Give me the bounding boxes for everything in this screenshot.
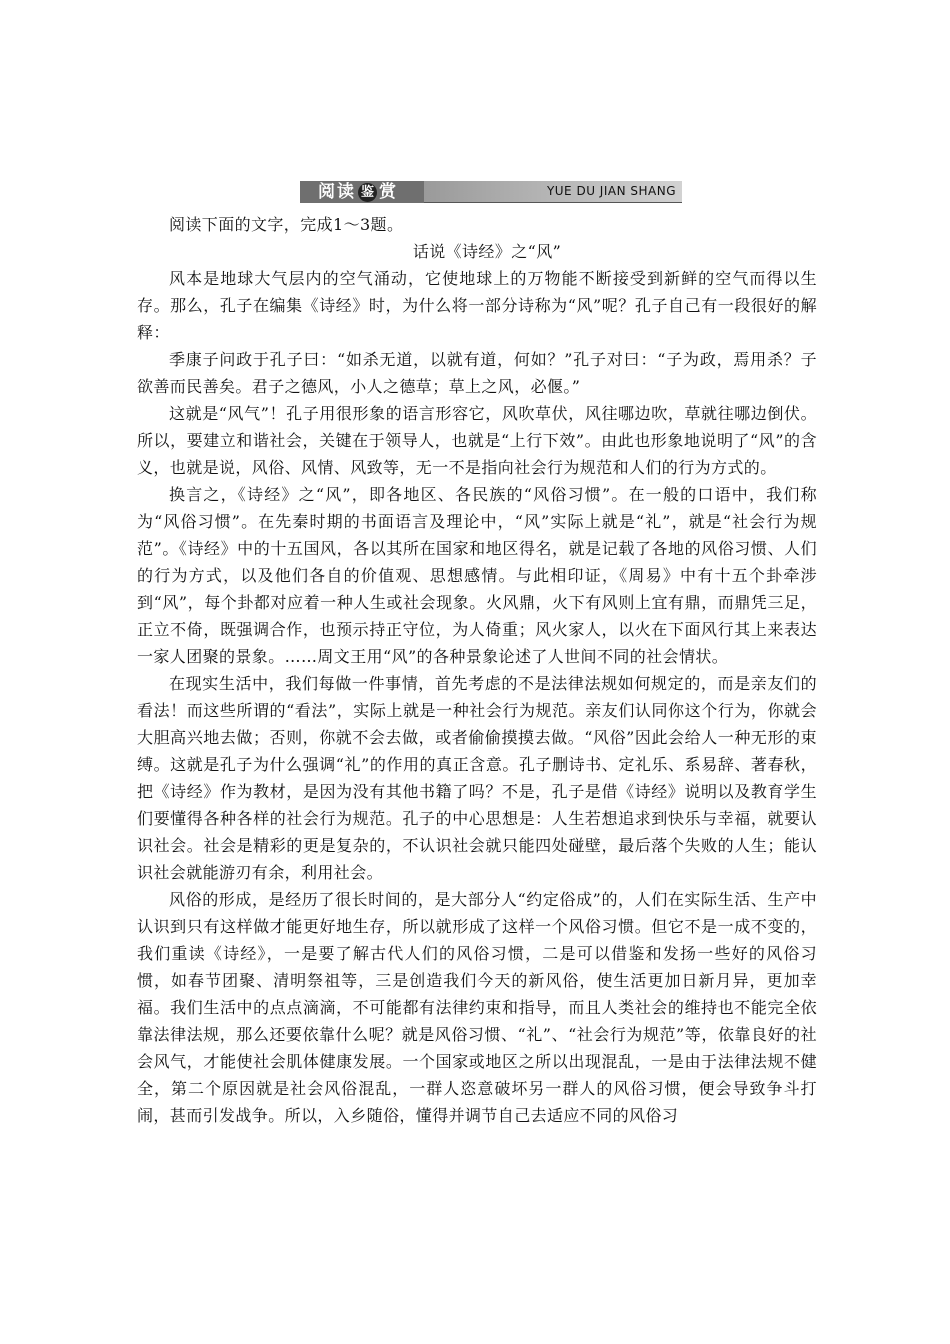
paragraph: 这就是“风气”！孔子用很形象的语言形容它，风吹草伏，风往哪边吹，草就往哪边倒伏。所以，要建立和谐社会，关键在于领导人，也就是“上行下效”。由此也形象地说明了“风”的含义，也就是说，风俗、风情、风致等，无一不是指向社会行为规范和人们的行为方式的。 [137,404,817,477]
banner-title-part1: 阅读 [318,182,356,202]
instruction: 阅读下面的文字，完成1～3题。 [169,215,404,234]
paragraph: 换言之，《诗经》之“风”，即各地区、各民族的“风俗习惯”。在一般的口语中，我们称为“风俗习惯”。在先秦时期的书面语言及理论中，“风”实际上就是“礼”，就是“社会行为规范”。《诗经》中的十五国风，各以其所在国家和地区得名，就是记载了各地的风俗习惯、人们的行为方式，以及他们各自的价值观、思想感情。与此相印证，《周易》中有十五个卦牵涉到“风”，每个卦都对应着一种人生或社会现象。火风鼎，火下有风则上宜有鼎，而鼎凭三足，正立不倚，既强调合作，也预示持正守位，为人倚重；风火家人，以火在下面风行其上来表达一家人团聚的景象。……周文王用“风”的各种景象论述了人世间不同的社会情状。 [137,485,817,666]
banner-pinyin: YUE DU JIAN SHANG [546,184,676,198]
banner-seal-icon: 鉴 [358,183,377,202]
banner-title [300,181,424,203]
paragraph: 风本是地球大气层内的空气涌动，它使地球上的万物能不断接受到新鲜的空气而得以生存。那么，孔子在编集《诗经》时，为什么将一部分诗称为“风”呢？孔子自己有一段很好的解释： [137,269,817,342]
article-title: 话说《诗经》之“风” [412,242,562,261]
section-banner [300,181,682,203]
banner-pinyin-bar [424,181,682,203]
banner-title-part2: 赏 [379,182,398,202]
paragraph: 季康子问政于孔子曰：“如杀无道，以就有道，何如？”孔子对曰：“子为政，焉用杀？子欲善而民善矣。君子之德风，小人之德草；草上之风，必偃。” [137,350,817,396]
document-body [137,211,817,1129]
paragraph: 在现实生活中，我们每做一件事情，首先考虑的不是法律法规如何规定的，而是亲友们的看法！而这些所谓的“看法”，实际上就是一种社会行为规范。亲友们认同你这个行为，你就会大胆高兴地去做；否则，你就不会去做，或者偷偷摸摸去做。“风俗”因此会给人一种无形的束缚。这就是孔子为什么强调“礼”的作用的真正含意。孔子删诗书、定礼乐、系易辞、著春秋，把《诗经》作为教材，是因为没有其他书籍了吗？不是，孔子是借《诗经》说明以及教育学生们要懂得各种各样的社会行为规范。孔子的中心思想是：人生若想追求到快乐与幸福，就要认识社会。社会是精彩的更是复杂的，不认识社会就只能四处碰壁，最后落个失败的人生；能认识社会就能游刃有余，利用社会。 [137,674,817,882]
paragraph: 风俗的形成，是经历了很长时间的，是大部分人“约定俗成”的，人们在实际生活、生产中认识到只有这样做才能更好地生存，所以就形成了这样一个风俗习惯。但它不是一成不变的，我们重读《诗经》，一是要了解古代人们的风俗习惯，二是可以借鉴和发扬一些好的风俗习惯，如春节团聚、清明祭祖等，三是创造我们今天的新风俗，使生活更加日新月异，更加幸福。我们生活中的点点滴滴，不可能都有法律约束和指导，而且人类社会的维持也不能完全依靠法律法规，那么还要依靠什么呢？就是风俗习惯、“礼”、“社会行为规范”等，依靠良好的社会风气，才能使社会肌体健康发展。一个国家或地区之所以出现混乱，一是由于法律法规不健全，第二个原因就是社会风俗混乱，一群人恣意破坏另一群人的风俗习惯，便会导致争斗打闹，甚而引发战争。所以，入乡随俗，懂得并调节自己去适应不同的风俗习 [137,890,817,1125]
